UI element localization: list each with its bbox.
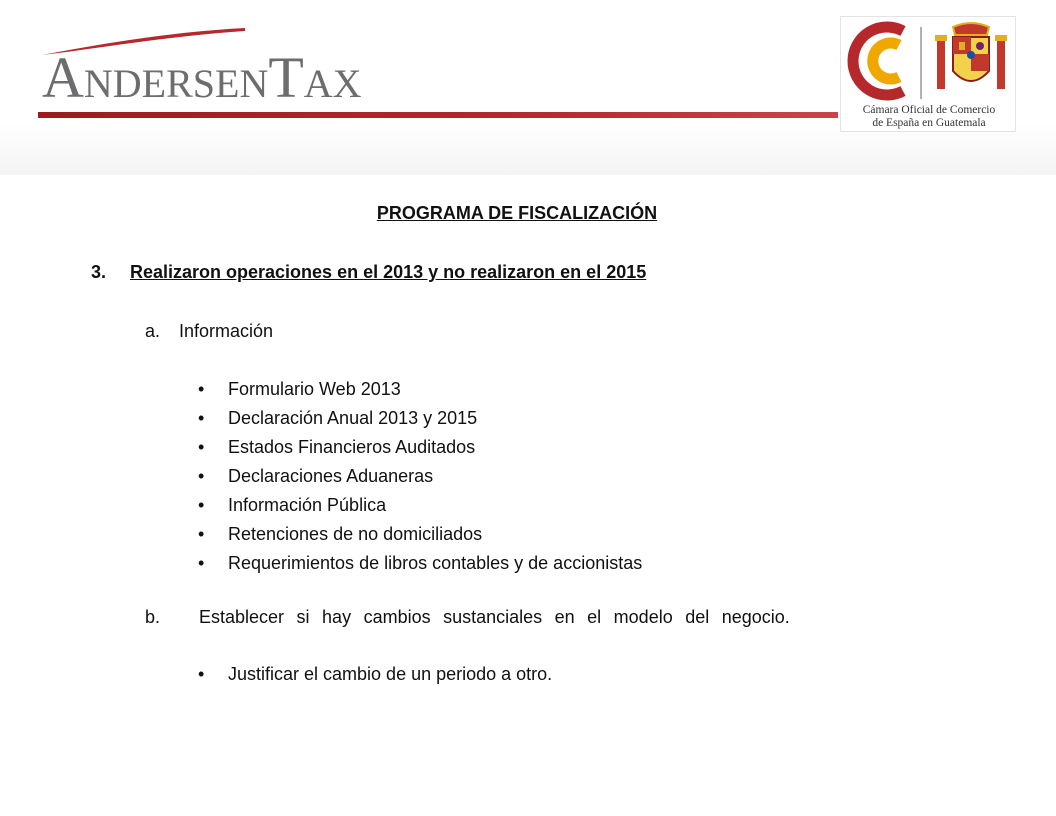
- list-item: [198, 463, 642, 492]
- bullet-icon: •: [198, 466, 205, 486]
- logo-initial-t: T: [268, 45, 304, 110]
- bullet-text: Información Pública: [228, 495, 387, 515]
- bullet-text: Estados Financieros Auditados: [228, 437, 476, 457]
- logo-initial-a: A: [42, 45, 84, 110]
- item-b-text: Establecer si hay cambios sustanciales en el modelo del negocio.: [199, 607, 790, 627]
- bullet-icon: •: [198, 437, 205, 457]
- section-heading: [91, 262, 646, 283]
- spain-coat-of-arms-icon: [931, 21, 1011, 101]
- item-a-text: Información: [179, 321, 274, 341]
- bullet-icon: •: [198, 664, 205, 684]
- list-item: [198, 521, 642, 550]
- header-divider: [38, 112, 838, 118]
- bullet-text: Formulario Web 2013: [228, 379, 401, 399]
- bullet-icon: •: [198, 495, 205, 515]
- chamber-logo: [840, 16, 1016, 132]
- bullet-text: Justificar el cambio de un periodo a otro.: [228, 664, 553, 684]
- section-number: 3.: [91, 262, 107, 282]
- logo-word-main: NDERSEN: [83, 61, 269, 106]
- bullet-icon: •: [198, 524, 205, 544]
- section-text: Realizaron operaciones en el 2013 y no realizaron en el 2015: [130, 262, 647, 282]
- item-a-marker: a.: [145, 321, 161, 341]
- list-item: [198, 492, 642, 521]
- list-item: [198, 550, 642, 579]
- item-b-marker: b.: [145, 607, 161, 627]
- bullet-icon: •: [198, 379, 205, 399]
- chamber-name-line2: de España en Guatemala: [872, 117, 986, 129]
- list-item: [198, 434, 642, 463]
- item-a-bullet-list: [198, 376, 642, 579]
- andersen-tax-logo: [42, 44, 362, 111]
- logo-word-second: AX: [303, 61, 362, 106]
- list-item: [198, 376, 642, 405]
- bullet-text: Declaración Anual 2013 y 2015: [228, 408, 478, 428]
- item-a: [145, 321, 273, 342]
- item-b: [145, 607, 945, 628]
- bullet-icon: •: [198, 408, 205, 428]
- slide-title: PROGRAMA DE FISCALIZACIÓN: [376, 203, 658, 223]
- bullet-text: Retenciones de no domiciliados: [228, 524, 483, 544]
- chamber-name-line1: Cámara Oficial de Comercio: [862, 104, 996, 116]
- bullet-icon: •: [198, 553, 205, 573]
- bullet-text: Declaraciones Aduaneras: [228, 466, 434, 486]
- bullet-text: Requerimientos de libros contables y de accionistas: [228, 553, 643, 573]
- list-item: [198, 405, 642, 434]
- item-b-bullet: [198, 664, 552, 685]
